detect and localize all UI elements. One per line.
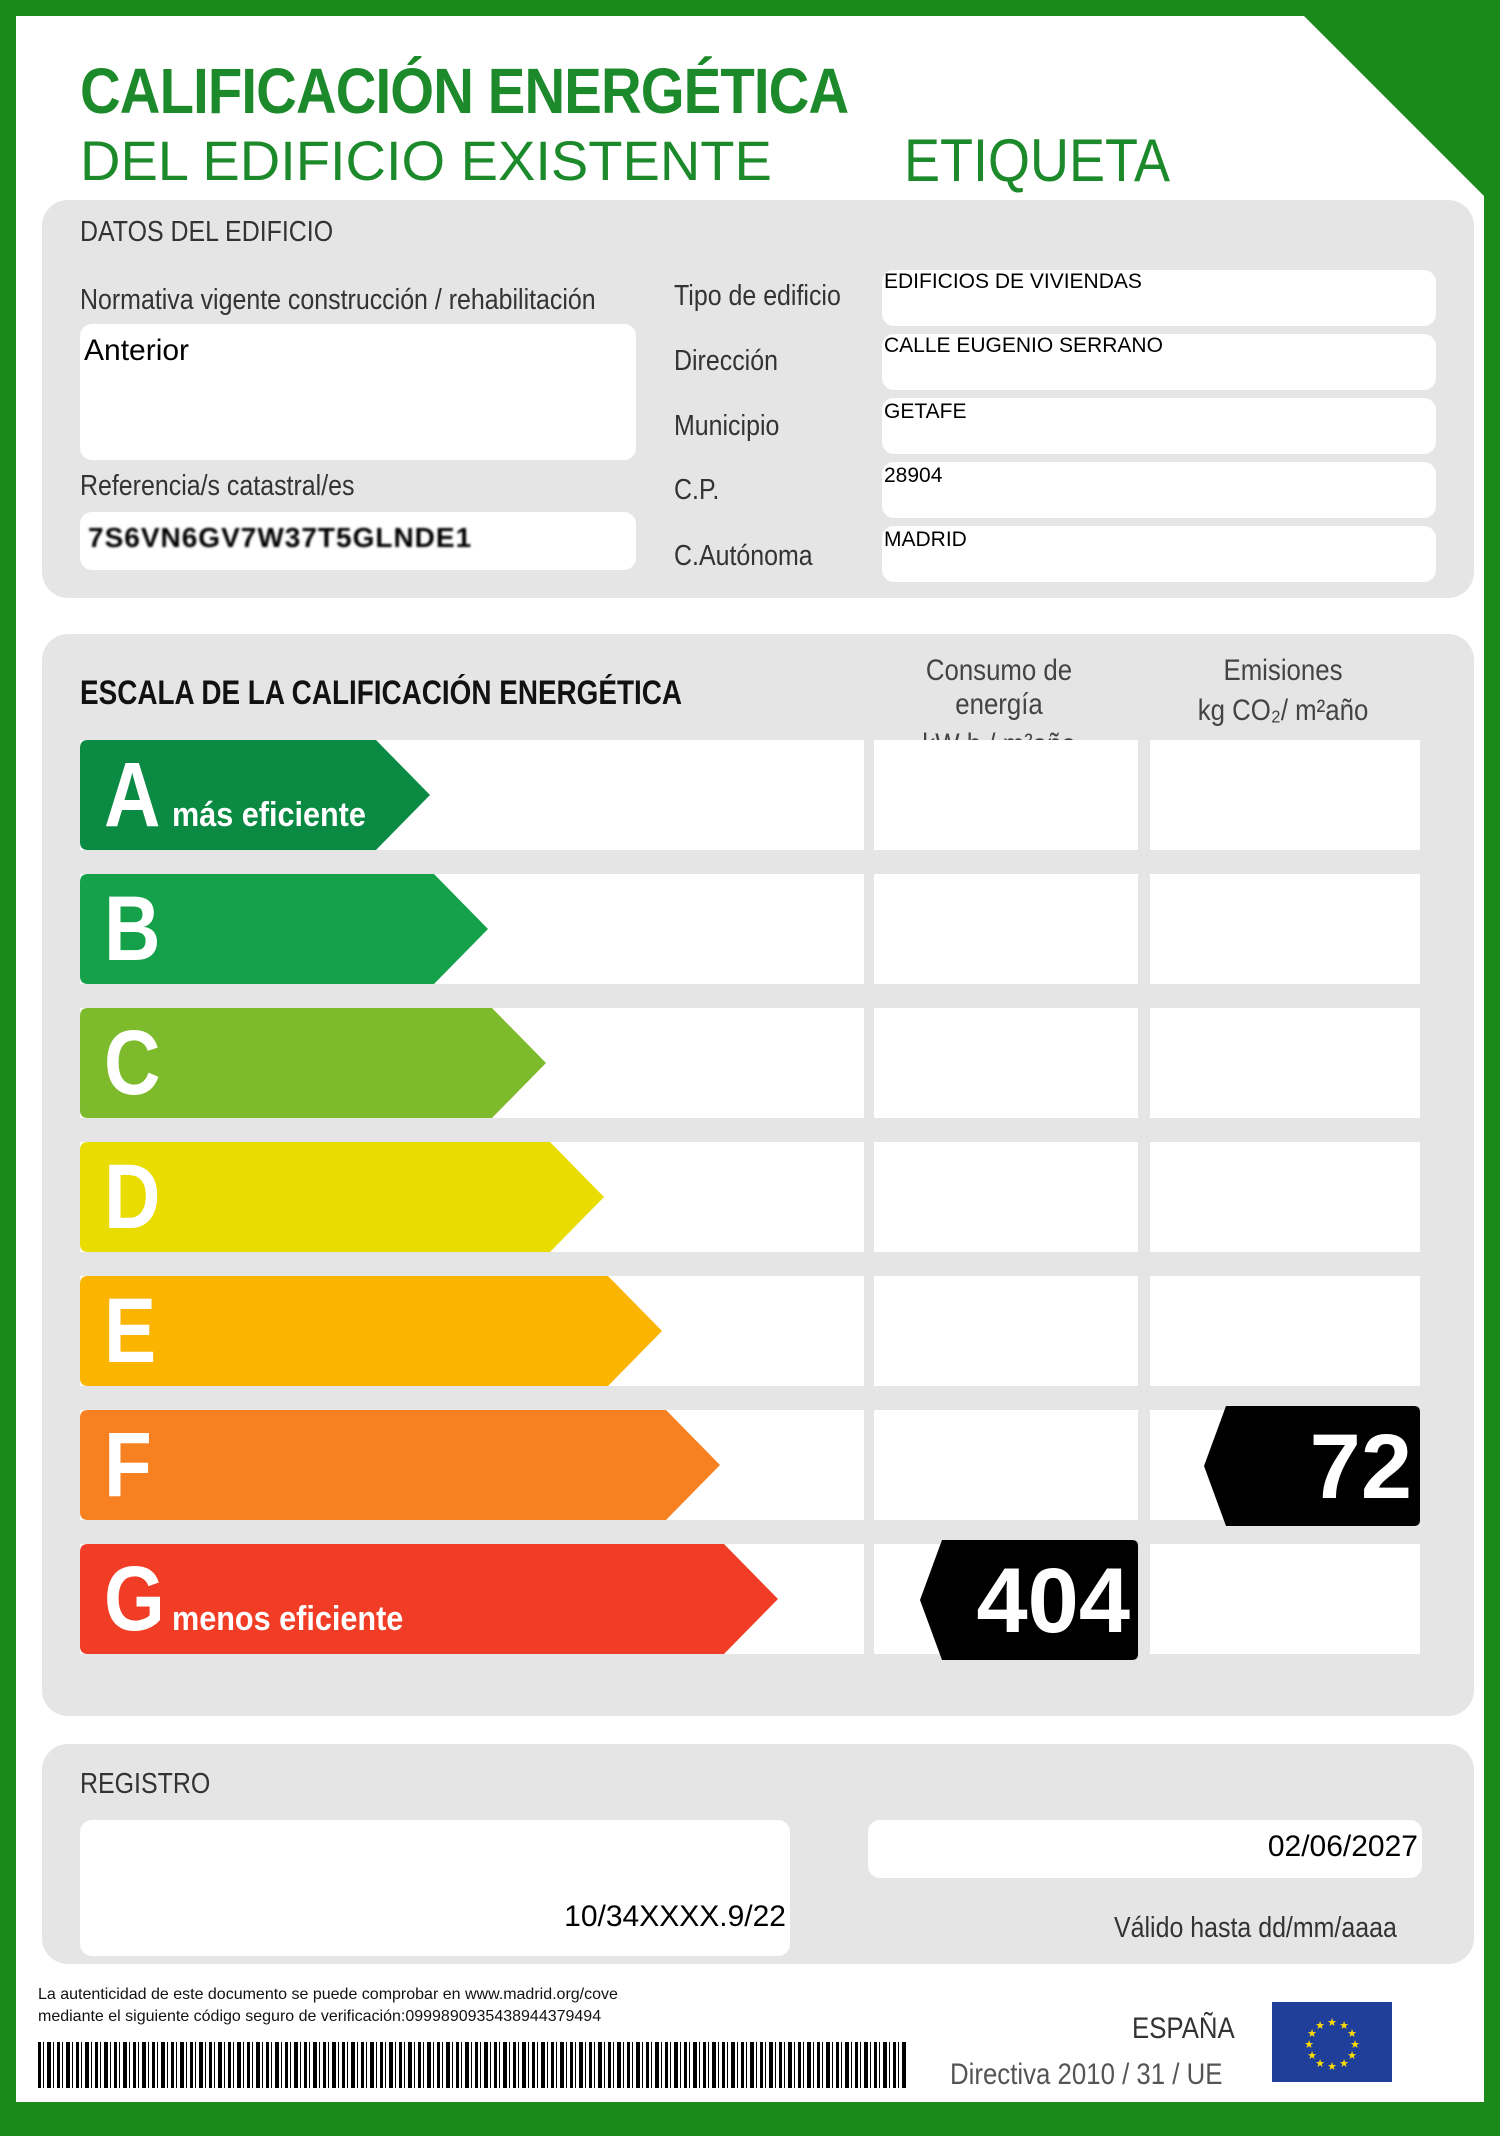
scale-letter-a: A	[104, 744, 161, 846]
field-value-tipo: EDIFICIOS DE VIVIENDAS	[884, 270, 1142, 293]
scale-sub-a: más eficiente	[172, 796, 366, 834]
emisiones-cell-b	[1150, 874, 1420, 984]
svg-text:★: ★	[1347, 2049, 1357, 2062]
consumo-cell-b	[874, 874, 1138, 984]
energy-label-sheet	[16, 16, 1484, 2102]
scale-letter-g: G	[104, 1548, 165, 1650]
emisiones-header	[1167, 654, 1399, 728]
emisiones-badge-value: 72	[1309, 1416, 1412, 1518]
referencia-label: Referencia/s catastral/es	[80, 470, 355, 502]
consumo-cell-c	[874, 1008, 1138, 1118]
field-box-tipo	[882, 270, 1436, 326]
field-value-cp: 28904	[884, 464, 943, 487]
field-label-municipio: Municipio	[674, 410, 780, 442]
svg-text:★: ★	[1315, 2057, 1325, 2070]
referencia-value: 7S6VN6GV7W37T5GLNDE1	[88, 522, 473, 553]
field-value-direccion: CALLE EUGENIO SERRANO	[884, 334, 1163, 357]
field-value-municipio: GETAFE	[884, 400, 967, 423]
footer-country: ESPAÑA	[1132, 2012, 1235, 2045]
consumo-cell-f	[874, 1410, 1138, 1520]
svg-text:★: ★	[1339, 2019, 1349, 2032]
valid-until-date: 02/06/2027	[1267, 1830, 1418, 1863]
corner-fold	[1304, 16, 1484, 196]
scale-letter-b: B	[104, 878, 161, 980]
etiqueta-label: ETIQUETA	[904, 127, 1171, 194]
consumo-badge-value: 404	[976, 1550, 1130, 1652]
footer-authenticity-line2: mediante el siguiente código seguro de verificación:0999890935438944379494	[38, 2008, 602, 2025]
title-line2: DEL EDIFICIO EXISTENTE	[80, 129, 772, 192]
title-line1: CALIFICACIÓN ENERGÉTICA	[80, 55, 849, 127]
svg-text:★: ★	[1315, 2019, 1325, 2032]
svg-text:★: ★	[1350, 2038, 1360, 2051]
registry-number-box	[80, 1820, 790, 1956]
consumo-cell-e	[874, 1276, 1138, 1386]
field-value-autonoma: MADRID	[884, 528, 967, 551]
scale-letter-d: D	[104, 1146, 161, 1248]
emisiones-cell-e	[1150, 1276, 1420, 1386]
normativa-box	[80, 324, 636, 460]
footer-authenticity-line1: La autenticidad de este documento se puede comprobar en www.madrid.org/cove	[38, 1986, 618, 2003]
svg-text:★: ★	[1304, 2038, 1314, 2051]
scale-letter-f: F	[104, 1414, 152, 1516]
barcode	[38, 2042, 906, 2088]
eu-flag-icon	[1272, 2002, 1392, 2082]
scale-sub-g: menos eficiente	[172, 1600, 404, 1638]
registry-panel	[42, 1744, 1474, 1964]
svg-text:★: ★	[1347, 2027, 1357, 2040]
registry-title: REGISTRO	[80, 1768, 211, 1800]
consumo-header-line1: Consumo de energía	[925, 654, 1073, 721]
field-label-autonoma: C.Autónoma	[674, 540, 813, 572]
valid-until-label: Válido hasta dd/mm/aaaa	[1114, 1912, 1397, 1944]
field-box-autonoma	[882, 526, 1436, 582]
emisiones-header-line1: Emisiones	[1223, 654, 1343, 687]
scale-arrow-e	[80, 1276, 662, 1386]
scale-arrow-f	[80, 1410, 720, 1520]
consumo-badge	[920, 1540, 1138, 1660]
referencia-box	[80, 512, 636, 570]
emisiones-cell-c	[1150, 1008, 1420, 1118]
emisiones-badge	[1204, 1406, 1420, 1526]
emisiones-cell-g	[1150, 1544, 1420, 1654]
field-box-municipio	[882, 398, 1436, 454]
svg-text:★: ★	[1327, 2016, 1337, 2029]
svg-text:★: ★	[1307, 2049, 1317, 2062]
energy-scale-title: ESCALA DE LA CALIFICACIÓN ENERGÉTICA	[80, 674, 683, 712]
emisiones-header-line2: kg CO₂/ m²año	[1197, 694, 1369, 727]
valid-until-box	[868, 1820, 1422, 1878]
scale-letter-e: E	[104, 1280, 157, 1382]
energy-scale-panel	[42, 634, 1474, 1716]
field-box-direccion	[882, 334, 1436, 390]
registry-number: 10/34XXXX.9/22	[564, 1900, 786, 1933]
normativa-label: Normativa vigente construcción / rehabilitación	[80, 284, 596, 316]
emisiones-cell-a	[1150, 740, 1420, 850]
svg-text:★: ★	[1327, 2060, 1337, 2073]
svg-text:★: ★	[1339, 2057, 1349, 2070]
field-label-direccion: Dirección	[674, 345, 778, 377]
consumo-cell-a	[874, 740, 1138, 850]
field-box-cp	[882, 462, 1436, 518]
footer-directive: Directiva 2010 / 31 / UE	[950, 2058, 1223, 2091]
svg-text:★: ★	[1307, 2027, 1317, 2040]
scale-letter-c: C	[104, 1012, 161, 1114]
building-data-panel	[42, 200, 1474, 598]
consumo-cell-d	[874, 1142, 1138, 1252]
field-label-tipo: Tipo de edificio	[674, 280, 841, 312]
building-data-title: DATOS DEL EDIFICIO	[80, 216, 334, 248]
field-label-cp: C.P.	[674, 474, 720, 506]
normativa-value: Anterior	[84, 334, 190, 367]
emisiones-cell-d	[1150, 1142, 1420, 1252]
